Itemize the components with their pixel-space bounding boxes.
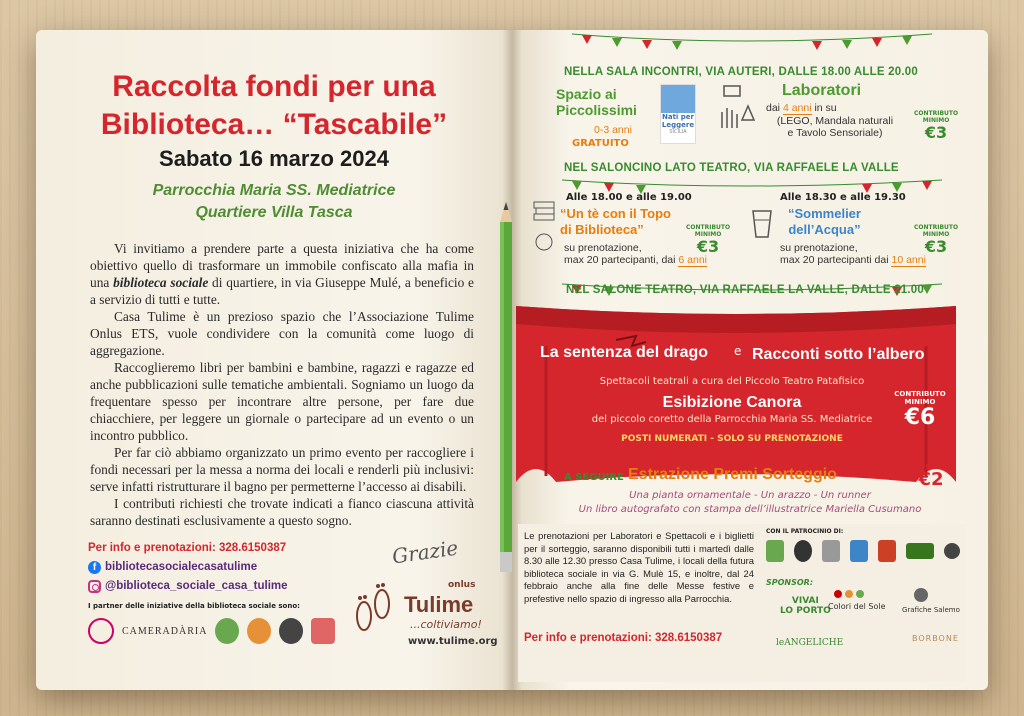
sponsor-colori: Colori del Sole <box>828 602 886 611</box>
theatre-contribution <box>890 390 950 430</box>
patron-logo-4 <box>850 540 868 562</box>
contrib-label-1: CONTRIBUTO <box>894 390 946 398</box>
partner-logo-4 <box>247 618 271 644</box>
lab-age: 4 anni <box>782 102 812 114</box>
partner-logos <box>88 618 335 644</box>
mouse-books-icon <box>532 196 558 266</box>
sponsor-vivai-1: VIVAI <box>791 596 819 606</box>
lab-desc-2: e Tavolo Sensoriale) <box>787 127 883 139</box>
patron-logo-5 <box>878 540 896 562</box>
spazio-free: GRATUITO <box>572 138 629 149</box>
show-2-title: Racconti sotto l’albero <box>752 346 925 363</box>
lego-hand-tree-icon <box>718 84 758 144</box>
sommelier-contribution <box>914 224 958 256</box>
section-title-sala-incontri: NELLA SALA INCONTRI, VIA AUTERI, DALLE 18.00 ALLE 20.00 <box>564 66 918 78</box>
lab-contribution <box>914 110 958 142</box>
right-page-content <box>512 30 988 690</box>
sponsor-angeliche: leANGELICHE <box>776 638 844 648</box>
sponsor-vivai <box>780 596 831 616</box>
lab-price: €3 <box>924 123 948 142</box>
booking-sponsor-box <box>518 524 966 682</box>
prizes-line-2: Un libro autografato con stampa dell’illustratrice Mariella Cusumano <box>578 504 922 515</box>
spazio-age: 0-3 anni <box>594 124 632 136</box>
sommelier-desc-1: su prenotazione, <box>780 242 858 254</box>
grazie-signature: Grazie <box>390 535 460 569</box>
sponsor-grafiche: Grafiche Salemo <box>902 606 960 614</box>
facebook-icon: f <box>88 561 101 574</box>
raffle-title: Estrazione Premi Sorteggio <box>628 466 837 483</box>
info-phone: Per info e prenotazioni: 328.6150387 <box>88 542 287 554</box>
spazio-title-2: Piccolissimi <box>556 102 637 118</box>
lab-post: in su <box>811 102 837 114</box>
glass-icon <box>750 208 774 240</box>
title-line-1: Raccolta fondi per una <box>112 70 436 103</box>
sponsor-vivai-2: LO PORTO <box>780 606 831 616</box>
paragraph-5: I contributi richiesti che trovate indicati a fianco ciascuna attività saranno destinati esclusivamente a questo sogno. <box>90 496 474 528</box>
partner-logo-3 <box>215 618 239 644</box>
sommelier-title-2: dell’Acqua” <box>788 222 861 237</box>
wwf-logo <box>794 540 812 562</box>
tea-title-1: “Un tè con il Topo <box>560 206 671 221</box>
tea-desc-1: su prenotazione, <box>564 242 642 254</box>
sommelier-desc <box>780 242 926 266</box>
sommelier-title-1: “Sommelier <box>788 206 861 221</box>
contrib-label-2: MINIMO <box>922 117 950 124</box>
dot-icon <box>845 590 853 598</box>
bunting-decoration <box>512 30 988 70</box>
booking-info: Per info e prenotazioni: 328.6150387 <box>524 632 723 644</box>
facebook-label: bibliotecasocialecasatulime <box>105 561 258 573</box>
nati-label-2: Leggere <box>661 121 695 129</box>
contrib-label-2: MINIMO <box>922 231 950 238</box>
p1-emphasis: biblioteca sociale <box>113 275 209 290</box>
show-3-title: Esibizione Canora <box>662 394 802 411</box>
body-text <box>90 240 474 529</box>
tea-age: 6 anni <box>678 254 708 266</box>
partner-logo-6 <box>311 618 335 644</box>
theatre-price: €6 <box>904 405 936 430</box>
nati-per-leggere-logo <box>660 84 696 144</box>
colori-del-sole-logo <box>834 590 864 598</box>
contrib-label-1: CONTRIBUTO <box>914 224 959 231</box>
contrib-label-2: MINIMO <box>694 231 722 238</box>
tea-time: Alle 18.00 e alle 19.00 <box>566 192 692 203</box>
grafiche-logo <box>914 588 928 602</box>
show-1-title: La sentenza del drago <box>540 344 709 361</box>
spazio-title-1: Spazio ai <box>556 86 617 102</box>
contrib-label-2: MINIMO <box>904 398 936 406</box>
sommelier-price: €3 <box>924 237 948 256</box>
show-and: e <box>734 344 742 358</box>
tulime-slogan: ...coltiviamo! <box>410 618 482 631</box>
ticket-label: 1 biglietto <box>910 462 952 470</box>
left-page <box>36 30 512 690</box>
facebook-link[interactable] <box>88 558 288 577</box>
booking-text: Le prenotazioni per Laboratori e Spettacoli e i biglietti per il sorteggio, saranno disponibili tutti i martedì dalle 8.30 alle 12.30 presso Casa Tulime, i locali della futura biblioteca sociale in via G. Mulè 15, e inoltre, dal 24 febbraio anche alla fine delle Messe festive e prefestive nello spazio di ingresso alla Parrocchia. <box>524 530 754 604</box>
tea-contribution <box>686 224 730 256</box>
prizes-line-1: Una pianta ornamentale - Un arazzo - Un runner <box>629 490 871 501</box>
nati-label-1: Nati per <box>662 113 694 121</box>
tea-title <box>560 206 671 238</box>
section-title-salone-teatro: NEL SALONE TEATRO, VIA RAFFAELE LA VALLE, DALLE 21.00 <box>566 284 924 296</box>
pencil <box>494 202 518 572</box>
event-date: Sabato 16 marzo 2024 <box>159 146 389 171</box>
contacts <box>88 539 288 596</box>
paragraph-3: Raccoglieremo libri per bambini e bambine, ragazzi e ragazze ed anche pubblicazioni sulle tematiche ambientali. Sogniamo un luogo da frequentare spesso per incontrare altre persone, per fare due chiacchiere, per leggere un giornale o partecipare ad un evento o un incontro pubblico. <box>90 360 474 443</box>
show-subtitle: Spettacoli teatrali a cura del Piccolo Teatro Patafisico <box>599 376 865 387</box>
partners-label: I partner delle iniziative della biblioteca sociale sono: <box>88 602 300 610</box>
p1-a: Vi invitiamo a prendere parte a questa iniziativa che ha come obiettivo quello di trasformare un immobile confiscato alla mafia in una <box>90 241 474 290</box>
dot-icon <box>856 590 864 598</box>
sommelier-age: 10 anni <box>891 254 926 266</box>
section-title-saloncino: NEL SALONCINO LATO TEATRO, VIA RAFFAELE LA VALLE <box>564 162 899 174</box>
patrocinio-logos <box>766 540 960 562</box>
instagram-icon <box>88 580 101 593</box>
paragraph-4: Per far ciò abbiamo organizzato un primo evento per raccogliere i fondi necessari per la messa a norma dei locali e renderli più inclusivi: serve infatti ristrutturare il bagno per permetterne l’accesso ai disabili. <box>90 445 474 494</box>
lab-description <box>760 115 910 139</box>
partner-logo-cameradaria: CAMERADÀRIA <box>122 625 208 637</box>
tulime-onlus: onlus <box>448 580 476 590</box>
legambiente-logo <box>766 540 784 562</box>
sponsor-borbone: BORBONE <box>912 634 959 643</box>
instagram-link[interactable] <box>88 577 288 596</box>
paragraph-2: Casa Tulime è un prezioso spazio che l’Associazione Tulime Onlus ETS, vuole condividere con la comunità come luogo di aggregazione. <box>90 309 474 358</box>
tea-price: €3 <box>696 237 720 256</box>
lab-pre: dai <box>766 102 783 114</box>
contrib-label-1: CONTRIBUTO <box>686 224 731 231</box>
contrib-label-1: CONTRIBUTO <box>914 110 959 117</box>
seats-note: POSTI NUMERATI - SOLO SU PRENOTAZIONE <box>621 434 843 444</box>
title-line-2: Biblioteca… “Tascabile” <box>100 108 448 141</box>
partner-logo-1 <box>88 618 114 644</box>
partner-logo-5 <box>279 618 303 644</box>
footprints-icon <box>352 578 396 642</box>
book-icon <box>661 85 695 113</box>
sponsor-label: SPONSOR: <box>766 578 814 587</box>
patron-logo-6 <box>906 543 934 559</box>
spazio-title <box>556 86 637 118</box>
patron-logo-7 <box>944 543 960 559</box>
tea-title-2: di Biblioteca” <box>560 222 644 237</box>
cai-logo <box>822 540 840 562</box>
tulime-logo-name: Tulime <box>404 592 474 617</box>
page-title <box>36 68 512 144</box>
show-3-subtitle: del piccolo coretto della Parrocchia Maria SS. Mediatrice <box>591 414 873 425</box>
place-line-2: Quartiere Villa Tasca <box>195 204 353 221</box>
open-book <box>36 30 988 690</box>
tulime-website[interactable]: www.tulime.org <box>408 636 498 647</box>
dot-icon <box>834 590 842 598</box>
tea-desc-2: max 20 partecipanti, dai <box>564 254 679 266</box>
follow-label: A SEGUIRE <box>564 472 624 483</box>
patrocinio-label: CON IL PATROCINIO DI: <box>766 528 844 535</box>
sommelier-desc-2: max 20 partecipanti dai <box>780 254 892 266</box>
raffle-ticket <box>906 462 956 490</box>
paragraph-1 <box>90 240 474 308</box>
event-place <box>36 180 512 224</box>
lab-age-line <box>766 102 837 114</box>
sommelier-time: Alle 18.30 e alle 19.30 <box>780 192 906 203</box>
sommelier-title <box>788 206 861 238</box>
place-line-1: Parrocchia Maria SS. Mediatrice <box>152 182 396 199</box>
lab-title: Laboratori <box>782 82 862 99</box>
ticket-price: €2 <box>918 469 944 490</box>
instagram-label: @biblioteca_sociale_casa_tulime <box>105 580 288 592</box>
nati-label-3: SICILIA <box>669 129 687 135</box>
p1-c: di quartiere, in via Giuseppe Mulé, a beneficio e a servizio di tutti e tutte. <box>90 275 475 307</box>
lab-desc-1: (LEGO, Mandala naturali <box>776 115 894 127</box>
